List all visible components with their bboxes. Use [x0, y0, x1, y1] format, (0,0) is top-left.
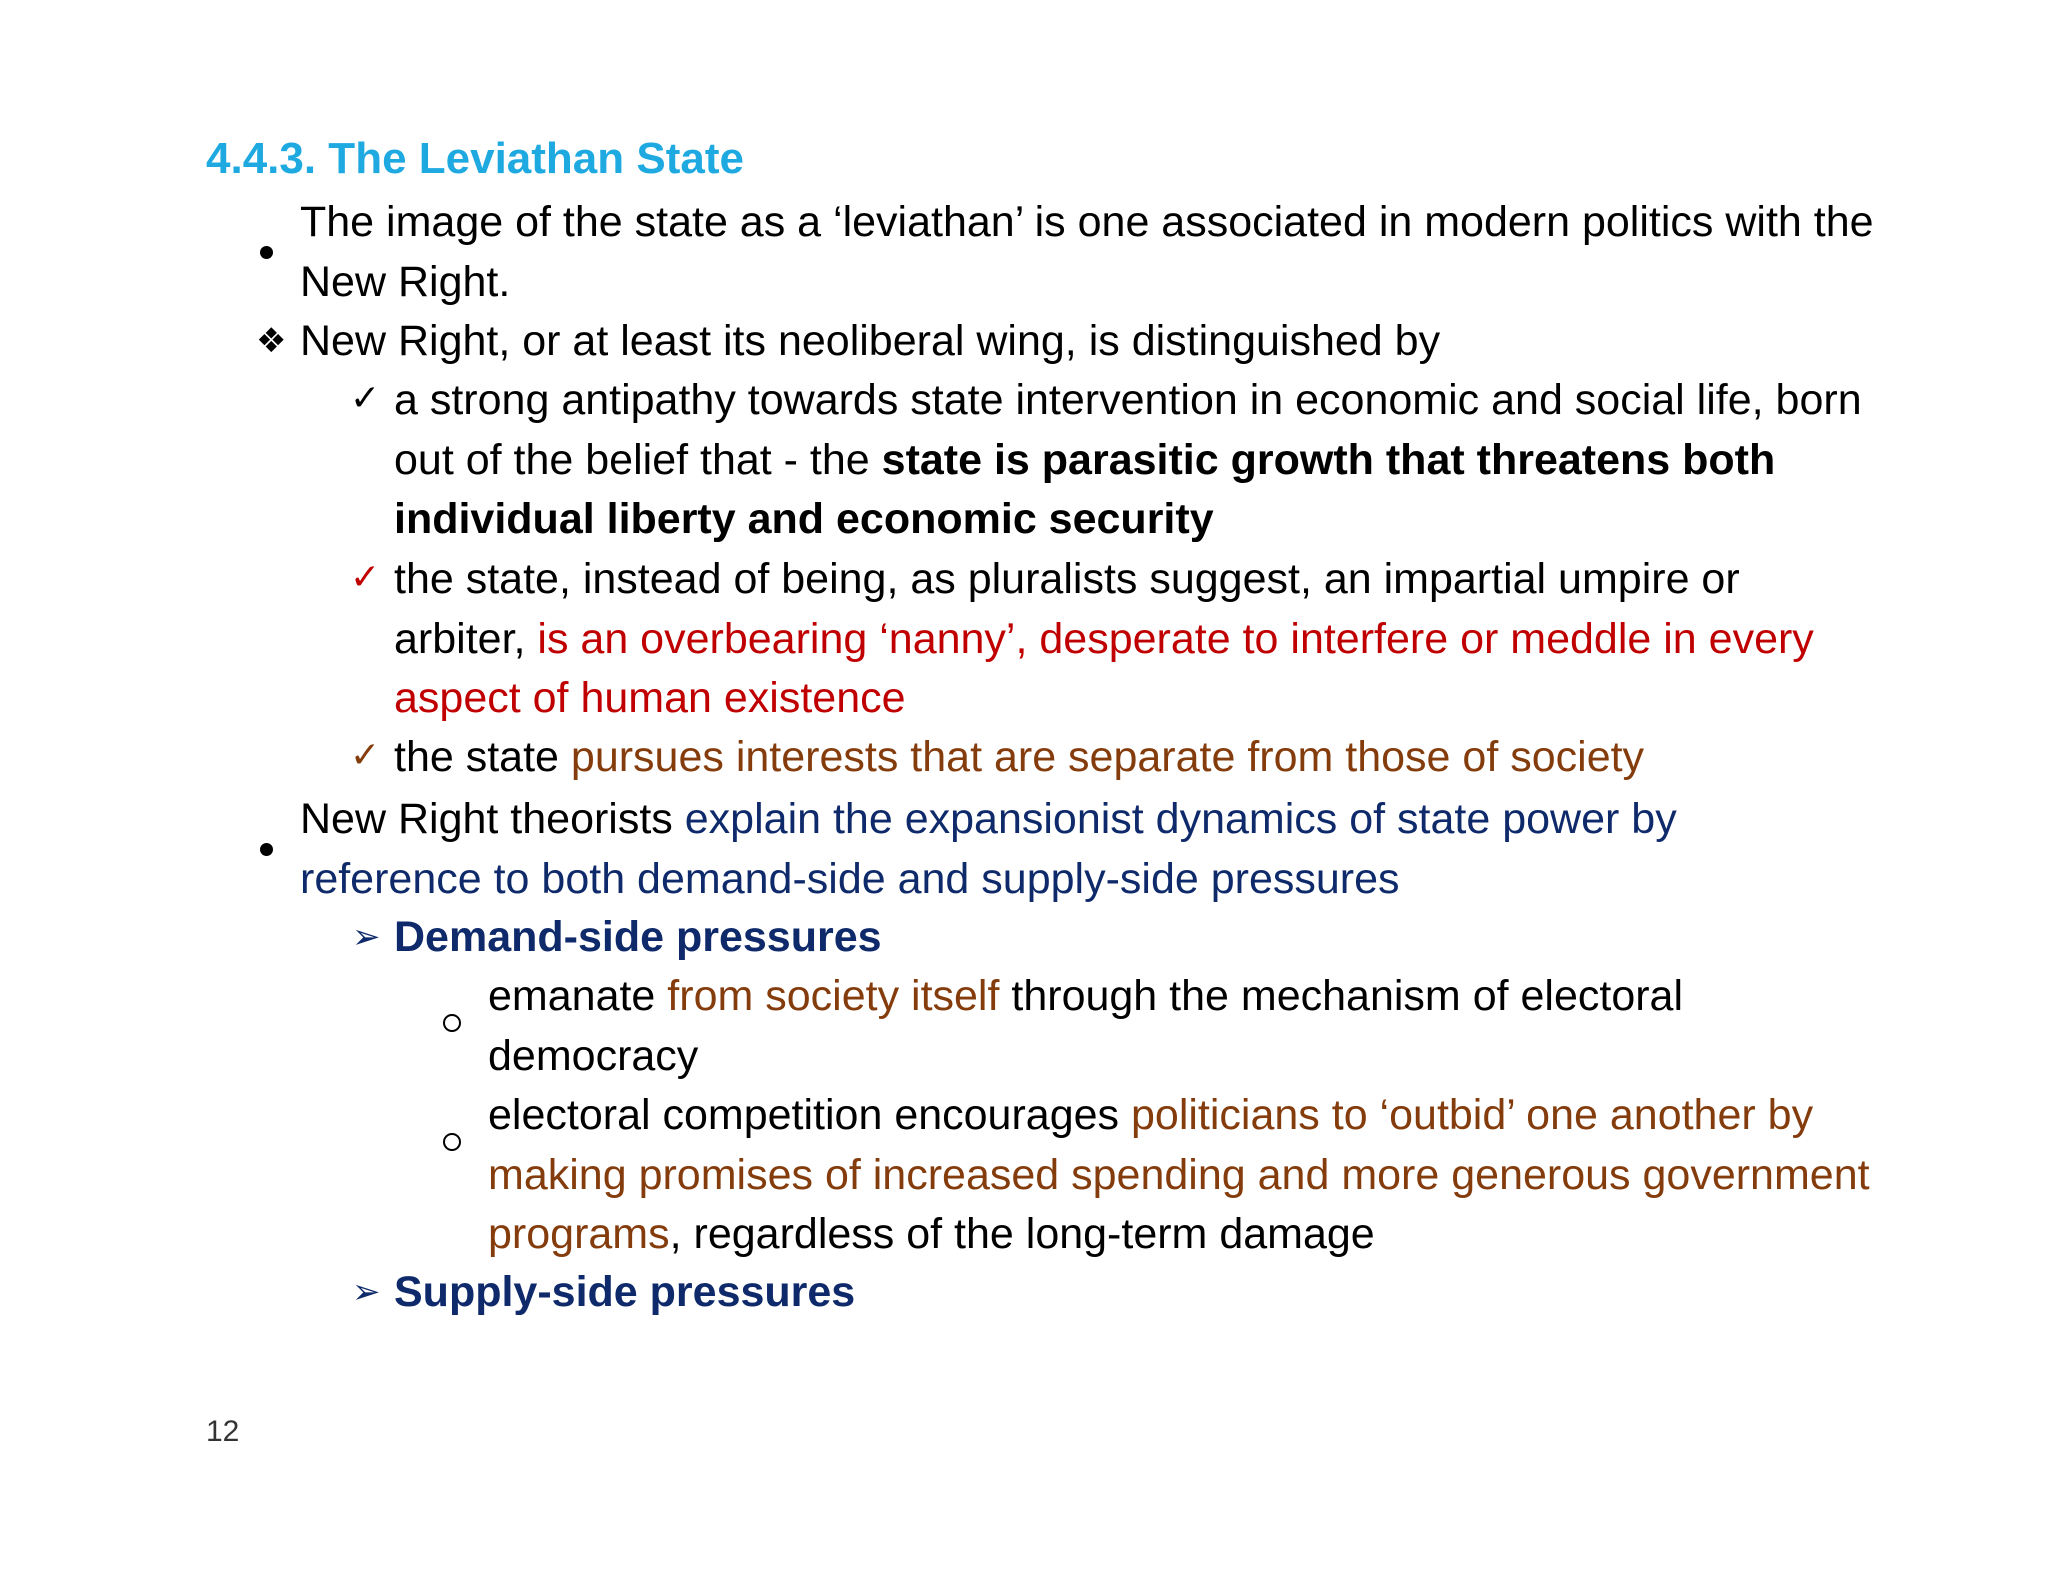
hollow-circle-bullet-icon: [443, 1108, 461, 1168]
text-run: New Right theorists: [300, 795, 685, 843]
text-run-navy: explain the expansionist dynamics of state power by reference to both demand-side and supply-side pressures: [300, 795, 1677, 903]
text-run: , regardless of the long-term damage: [669, 1210, 1375, 1258]
list-item-text: [488, 967, 1848, 1086]
list-item-text: [488, 1086, 1888, 1265]
list-item-check-2: [0, 550, 2048, 730]
text-run: a strong antipathy towards state intervention in economic and social life, born out of the belief that - the: [394, 376, 1862, 484]
list-item-text: [300, 790, 1840, 909]
list-item-check-1: [0, 371, 2048, 551]
section-heading: 4.4.3. The Leviathan State: [206, 134, 744, 183]
text-run-brown: from society itself: [667, 972, 1000, 1020]
subheading-supply-side: Supply-side pressures: [394, 1268, 856, 1316]
text-run: through the mechanism of electoral democracy: [488, 972, 1684, 1080]
list-item-arrow-1: [0, 908, 2048, 968]
list-item-text: [394, 371, 1914, 550]
text-run-brown: pursues interests that are separate from those of society: [570, 733, 1645, 781]
text-run: electoral competition encourages: [488, 1091, 1131, 1139]
list-item-bullet-2: [0, 790, 2048, 910]
checkmark-icon: ✓: [350, 735, 381, 776]
list-item-bullet-1: [0, 193, 2048, 313]
text-run: emanate: [488, 972, 668, 1020]
subheading-demand-side: Demand-side pressures: [394, 913, 882, 961]
filled-circle-bullet-icon: [260, 813, 273, 873]
list-item-circle-2: [0, 1086, 2048, 1266]
list-item-arrow-2: [0, 1263, 2048, 1323]
list-item-text: [394, 550, 1874, 729]
text-run: the state, instead of being, as pluralists suggest, an impartial umpire or arbiter,: [394, 555, 1740, 663]
arrowhead-bullet-icon: ➢: [352, 917, 381, 957]
page-number: 12: [206, 1415, 240, 1448]
text-run: the state: [394, 733, 571, 781]
text-run-brown: politicians to ‘outbid’ one another by making promises of increased spending and more generous government programs: [488, 1091, 1870, 1258]
checkmark-icon: ✓: [350, 378, 381, 419]
text-run-red: is an overbearing ‘nanny’, desperate to interfere or meddle in every aspect of human existence: [394, 614, 1814, 722]
hollow-circle-bullet-icon: [443, 989, 461, 1049]
text-run-bold: state is parasitic growth that threatens both individual liberty and economic security: [394, 435, 1776, 543]
list-item-text: [394, 728, 1954, 788]
list-item-diamond: [0, 312, 2048, 372]
list-item-text: The image of the state as a ‘leviathan’ is one associated in modern politics with the New Right.: [300, 198, 1874, 306]
filled-circle-bullet-icon: [260, 216, 273, 276]
list-item-circle-1: [0, 967, 2048, 1087]
four-diamond-bullet-icon: ❖: [256, 321, 287, 361]
list-item-check-3: [0, 728, 2048, 788]
list-item-text: New Right, or at least its neoliberal wing, is distinguished by: [300, 317, 1441, 365]
arrowhead-bullet-icon: ➢: [352, 1272, 381, 1312]
checkmark-icon: ✓: [350, 557, 381, 598]
